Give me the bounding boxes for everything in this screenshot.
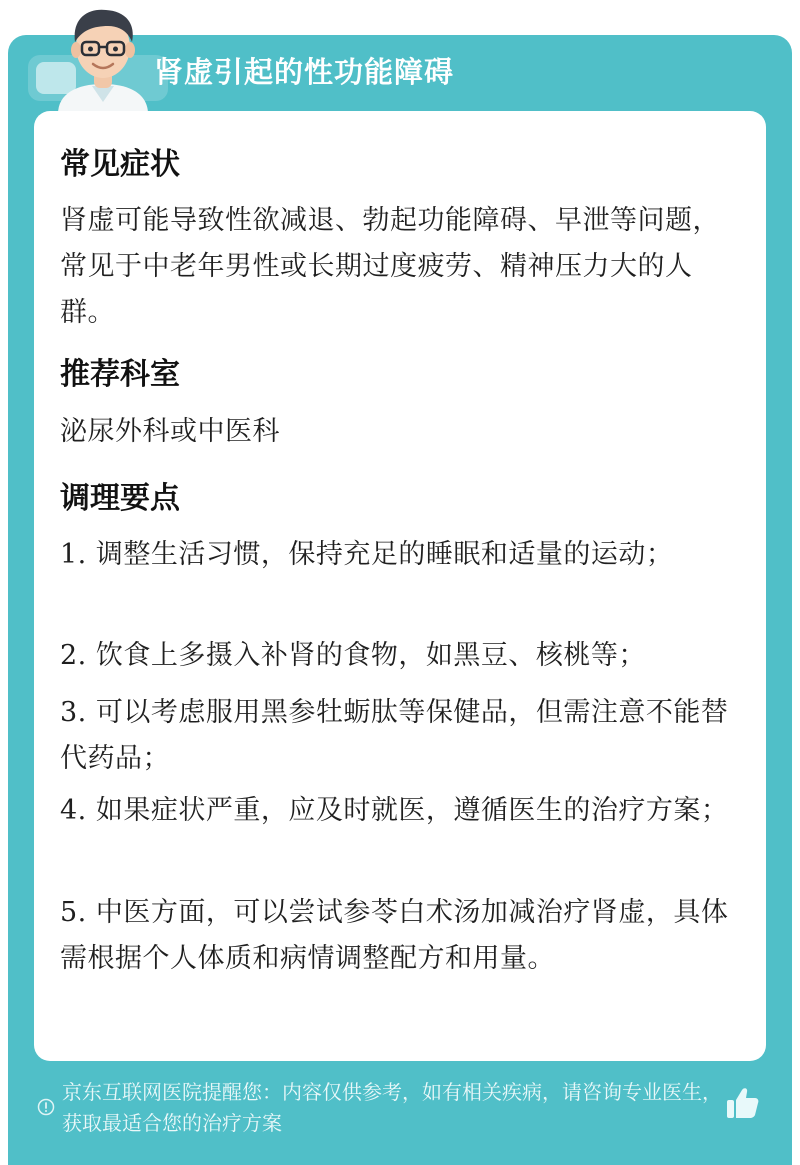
section-title-care: 调理要点 — [60, 481, 180, 516]
list-item-number: 1. — [60, 539, 87, 570]
list-item-text: 调整生活习惯，保持充足的睡眠和适量的运动； — [95, 539, 674, 570]
footer-notice: 京东互联网医院提醒您：内容仅供参考，如有相关疾病，请咨询专业医生，获取最适合您的治疗方案 — [62, 1080, 722, 1135]
section-title-symptoms: 常见症状 — [60, 147, 180, 182]
list-item-text: 饮食上多摄入补肾的食物，如黑豆、核桃等； — [95, 640, 646, 671]
list-item — [60, 633, 732, 679]
symptoms-text: 肾虚可能导致性欲减退、勃起功能障碍、早泄等问题，常见于中老年男性或长期过度疲劳、精神压力大的人群。 — [60, 205, 720, 328]
section-title-department: 推荐科室 — [60, 357, 180, 392]
list-item — [60, 890, 732, 982]
list-item-number: 5. — [60, 897, 87, 928]
list-item — [60, 532, 732, 578]
list-item-text: 中医方面，可以尝试参苓白术汤加减治疗肾虚，具体需根据个人体质和病情调整配方和用量。 — [60, 897, 729, 974]
list-item-number: 2. — [60, 640, 87, 671]
thumbs-up-icon[interactable] — [724, 1086, 760, 1120]
list-item-number: 3. — [60, 697, 87, 728]
info-icon — [37, 1098, 55, 1116]
list-item — [60, 690, 732, 782]
department-text: 泌尿外科或中医科 — [60, 416, 280, 447]
doctor-avatar — [48, 2, 158, 114]
list-item — [60, 788, 732, 834]
list-item-number: 4. — [60, 795, 87, 826]
list-item-text: 如果症状严重，应及时就医，遵循医生的治疗方案； — [95, 795, 729, 826]
list-item-text: 可以考虑服用黑参牡蛎肽等保健品，但需注意不能替代药品； — [60, 697, 729, 774]
page-title: 肾虚引起的性功能障碍 — [154, 55, 455, 89]
